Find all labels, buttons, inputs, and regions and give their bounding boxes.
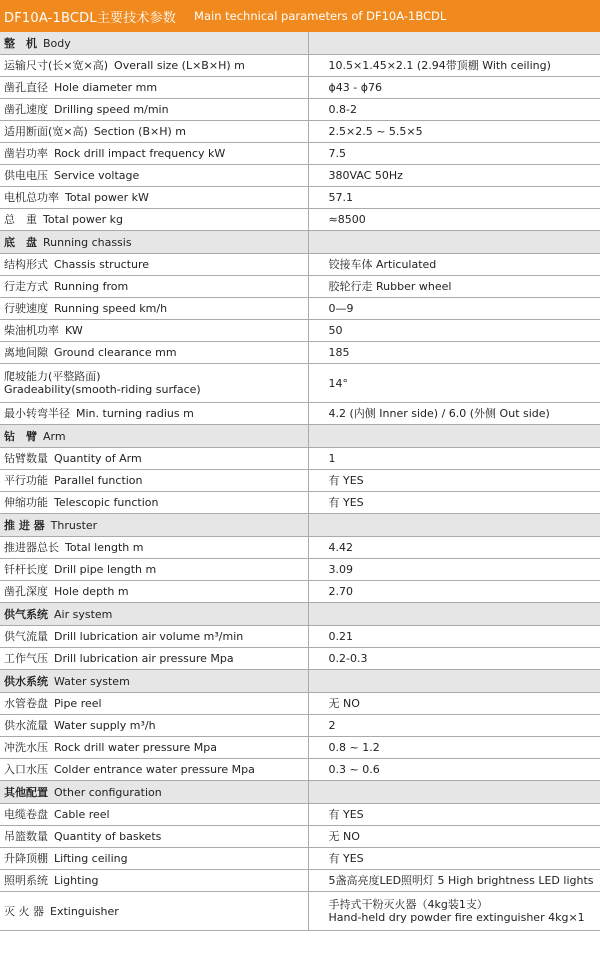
parameter-label-zh: 伸缩功能	[4, 496, 48, 509]
parameter-label-en: Lighting	[54, 874, 99, 887]
parameter-label	[0, 342, 308, 364]
parameter-row	[0, 55, 600, 77]
parameter-label	[0, 276, 308, 298]
parameter-value: ≈8500	[308, 209, 600, 231]
section-value-empty	[308, 231, 600, 254]
section-label-en: Running chassis	[43, 235, 132, 249]
section-label	[0, 231, 308, 254]
parameter-label	[0, 715, 308, 737]
section-label-zh: 钻 臂	[4, 429, 37, 443]
section-label-en: Air system	[54, 607, 113, 621]
parameter-value: 2.70	[308, 581, 600, 603]
parameter-label-en: Chassis structure	[54, 258, 150, 271]
section-label-en: Arm	[43, 429, 66, 443]
parameter-label-zh: 平行功能	[4, 474, 48, 487]
parameter-row	[0, 143, 600, 165]
parameter-row	[0, 364, 600, 403]
parameter-value: 4.2 (内侧 Inner side) / 6.0 (外侧 Out side)	[308, 403, 600, 425]
section-label-en: Thruster	[50, 518, 98, 532]
section-label	[0, 670, 308, 693]
parameter-label-zh: 吊篮数量	[4, 830, 48, 843]
parameter-label-en: Gradeability(smooth-riding surface)	[4, 383, 201, 396]
parameter-value: 2	[308, 715, 600, 737]
parameter-value: 0.2-0.3	[308, 648, 600, 670]
parameter-label	[0, 403, 308, 425]
section-label	[0, 781, 308, 804]
parameter-label-zh: 电缆卷盘	[4, 808, 48, 821]
parameter-row	[0, 77, 600, 99]
parameter-row	[0, 804, 600, 826]
section-value-empty	[308, 670, 600, 693]
parameter-label	[0, 254, 308, 276]
parameter-label-zh: 供气流量	[4, 630, 48, 643]
parameters-table	[0, 32, 600, 931]
section-label-zh: 供气系统	[4, 607, 48, 621]
parameter-row	[0, 848, 600, 870]
parameter-label-zh: 运输尺寸(长×宽×高)	[4, 59, 109, 72]
parameter-row	[0, 626, 600, 648]
parameter-row	[0, 759, 600, 781]
parameter-label-en: Total power kW	[65, 191, 149, 204]
document-title-bar	[0, 0, 600, 32]
parameter-label-en: KW	[65, 324, 83, 337]
parameter-value: 50	[308, 320, 600, 342]
parameter-label	[0, 759, 308, 781]
parameter-label-zh: 凿孔速度	[4, 103, 48, 116]
parameter-label	[0, 870, 308, 892]
parameter-value-line2: Hand-held dry powder fire extinguisher 4kg×1	[328, 911, 585, 924]
parameter-label	[0, 470, 308, 492]
parameter-value: 0.3 ~ 0.6	[308, 759, 600, 781]
section-label	[0, 514, 308, 537]
parameter-value: 胶轮行走 Rubber wheel	[308, 276, 600, 298]
section-label-zh: 推 进 器	[4, 518, 45, 532]
parameter-label-zh: 推进器总长	[4, 541, 59, 554]
parameter-value: 3.09	[308, 559, 600, 581]
parameter-label-zh: 冲洗水压	[4, 741, 48, 754]
parameter-value: 14°	[308, 364, 600, 403]
parameter-label-en: Telescopic function	[54, 496, 159, 509]
parameter-value-line1: 手持式干粉灭火器（4kg装1支）	[328, 898, 488, 911]
parameter-row	[0, 187, 600, 209]
parameter-label-zh: 钻臂数量	[4, 452, 48, 465]
parameter-label-en: Drilling speed m/min	[54, 103, 169, 116]
section-value-empty	[308, 514, 600, 537]
parameter-label-en: Service voltage	[54, 169, 140, 182]
parameter-value: 4.42	[308, 537, 600, 559]
parameter-label-zh: 水管卷盘	[4, 697, 48, 710]
parameter-label-en: Ground clearance mm	[54, 346, 177, 359]
parameter-value: 5盏高亮度LED照明灯 5 High brightness LED lights	[308, 870, 600, 892]
parameter-row	[0, 403, 600, 425]
section-label-zh: 其他配置	[4, 785, 48, 799]
parameter-label-zh: 离地间隙	[4, 346, 48, 359]
parameter-row	[0, 648, 600, 670]
parameter-value: ϕ43 - ϕ76	[308, 77, 600, 99]
parameter-value: 0—9	[308, 298, 600, 320]
section-value-empty	[308, 32, 600, 55]
parameter-value: 7.5	[308, 143, 600, 165]
parameter-label-en: Lifting ceiling	[54, 852, 128, 865]
parameter-value: 铰接车体 Articulated	[308, 254, 600, 276]
parameter-label	[0, 364, 308, 403]
parameter-label	[0, 492, 308, 514]
parameter-label-zh: 工作气压	[4, 652, 48, 665]
parameter-label	[0, 55, 308, 77]
parameter-value: 无 NO	[308, 826, 600, 848]
parameter-label	[0, 537, 308, 559]
section-label-en: Other configuration	[54, 785, 162, 799]
parameter-label-en: Min. turning radius m	[76, 407, 194, 420]
parameter-row	[0, 492, 600, 514]
parameter-row	[0, 559, 600, 581]
parameter-value: 0.8-2	[308, 99, 600, 121]
parameter-row	[0, 581, 600, 603]
parameter-label-en: Colder entrance water pressure Mpa	[54, 763, 255, 776]
parameter-label-en: Drill pipe length m	[54, 563, 157, 576]
parameter-value	[308, 892, 600, 931]
section-header-row	[0, 231, 600, 254]
parameter-label-en: Hole depth m	[54, 585, 129, 598]
parameter-value: 有 YES	[308, 848, 600, 870]
parameter-value: 1	[308, 448, 600, 470]
parameter-value: 10.5×1.45×2.1 (2.94带顶棚 With ceiling)	[308, 55, 600, 77]
section-label-en: Body	[43, 36, 71, 50]
section-label-zh: 整 机	[4, 36, 37, 50]
parameter-label-zh: 行驶速度	[4, 302, 48, 315]
parameter-row	[0, 470, 600, 492]
parameter-label-en: Running speed km/h	[54, 302, 168, 315]
parameter-label	[0, 848, 308, 870]
parameter-label-en: Rock drill impact frequency kW	[54, 147, 226, 160]
parameter-label	[0, 892, 308, 931]
parameter-label-en: Running from	[54, 280, 129, 293]
parameter-label-zh: 钎杆长度	[4, 563, 48, 576]
parameter-label-zh: 柴油机功率	[4, 324, 59, 337]
parameter-label-en: Pipe reel	[54, 697, 102, 710]
section-value-empty	[308, 425, 600, 448]
parameter-label	[0, 77, 308, 99]
parameter-label-en: Water supply m³/h	[54, 719, 156, 732]
parameter-label-zh: 行走方式	[4, 280, 48, 293]
parameter-label-zh: 总 重	[4, 213, 37, 226]
parameter-label-en: Overall size (L×B×H) m	[114, 59, 245, 72]
parameter-row	[0, 826, 600, 848]
parameter-row	[0, 121, 600, 143]
parameter-value: 无 NO	[308, 693, 600, 715]
section-header-row	[0, 32, 600, 55]
parameter-label-en: Hole diameter mm	[54, 81, 158, 94]
parameter-row	[0, 276, 600, 298]
parameter-row	[0, 209, 600, 231]
parameter-label-zh: 照明系统	[4, 874, 48, 887]
parameter-value: 185	[308, 342, 600, 364]
parameter-label	[0, 804, 308, 826]
title-chinese: DF10A-1BCDL主要技术参数	[4, 10, 177, 26]
parameter-value: 有 YES	[308, 470, 600, 492]
parameter-label-en: Quantity of Arm	[54, 452, 142, 465]
parameter-label-zh: 最小转弯半径	[4, 407, 70, 420]
parameter-label-en: Cable reel	[54, 808, 110, 821]
parameter-value: 380VAC 50Hz	[308, 165, 600, 187]
parameter-label	[0, 298, 308, 320]
parameter-label	[0, 448, 308, 470]
section-value-empty	[308, 781, 600, 804]
parameter-row	[0, 737, 600, 759]
parameter-label	[0, 209, 308, 231]
parameter-value: 57.1	[308, 187, 600, 209]
section-label-zh: 供水系统	[4, 674, 48, 688]
parameter-label-en: Drill lubrication air pressure Mpa	[54, 652, 234, 665]
section-label	[0, 603, 308, 626]
parameter-row	[0, 715, 600, 737]
parameter-value: 2.5×2.5 ~ 5.5×5	[308, 121, 600, 143]
parameter-row	[0, 892, 600, 931]
parameter-label	[0, 581, 308, 603]
parameter-label-zh: 升降顶棚	[4, 852, 48, 865]
section-label	[0, 32, 308, 55]
section-header-row	[0, 603, 600, 626]
title-english: Main technical parameters of DF10A-1BCDL	[194, 9, 447, 23]
parameter-label	[0, 320, 308, 342]
section-label-en: Water system	[54, 674, 130, 688]
parameter-label-zh: 凿岩功率	[4, 147, 48, 160]
parameter-label-zh: 灭 火 器	[4, 904, 44, 918]
parameter-label-zh: 结构形式	[4, 258, 48, 271]
parameter-label	[0, 121, 308, 143]
section-header-row	[0, 425, 600, 448]
parameter-row	[0, 537, 600, 559]
parameter-label-en: Quantity of baskets	[54, 830, 162, 843]
parameter-row	[0, 254, 600, 276]
parameter-label-zh: 爬坡能力(平整路面)	[4, 370, 101, 383]
parameter-label-en: Rock drill water pressure Mpa	[54, 741, 218, 754]
parameter-label-zh: 供电电压	[4, 169, 48, 182]
parameter-label	[0, 648, 308, 670]
parameter-label-en: Section (B×H) m	[93, 125, 187, 138]
parameter-label-zh: 入口水压	[4, 763, 48, 776]
parameter-row	[0, 298, 600, 320]
parameter-value: 0.21	[308, 626, 600, 648]
parameter-label-zh: 电机总功率	[4, 191, 59, 204]
parameter-label	[0, 626, 308, 648]
parameter-row	[0, 342, 600, 364]
section-header-row	[0, 670, 600, 693]
parameter-label-zh: 凿孔深度	[4, 585, 48, 598]
parameter-label-en: Extinguisher	[50, 904, 119, 918]
parameter-label	[0, 559, 308, 581]
parameter-row	[0, 99, 600, 121]
section-value-empty	[308, 603, 600, 626]
parameter-label	[0, 99, 308, 121]
parameter-label	[0, 143, 308, 165]
parameter-label-en: Parallel function	[54, 474, 143, 487]
section-label	[0, 425, 308, 448]
parameter-row	[0, 165, 600, 187]
parameter-label-zh: 适用断面(宽×高)	[4, 125, 88, 138]
parameter-label	[0, 187, 308, 209]
parameter-label-en: Total power kg	[43, 213, 124, 226]
parameter-row	[0, 870, 600, 892]
section-header-row	[0, 514, 600, 537]
parameter-row	[0, 448, 600, 470]
parameter-label-zh: 供水流量	[4, 719, 48, 732]
parameter-label	[0, 693, 308, 715]
section-header-row	[0, 781, 600, 804]
parameter-label-en: Drill lubrication air volume m³/min	[54, 630, 244, 643]
parameter-row	[0, 693, 600, 715]
parameter-row	[0, 320, 600, 342]
parameter-value: 有 YES	[308, 492, 600, 514]
parameter-value: 有 YES	[308, 804, 600, 826]
parameter-label-zh: 凿孔直径	[4, 81, 48, 94]
parameter-label	[0, 737, 308, 759]
section-label-zh: 底 盘	[4, 235, 37, 249]
parameter-label	[0, 165, 308, 187]
parameter-label	[0, 826, 308, 848]
parameter-value: 0.8 ~ 1.2	[308, 737, 600, 759]
parameter-label-en: Total length m	[65, 541, 144, 554]
